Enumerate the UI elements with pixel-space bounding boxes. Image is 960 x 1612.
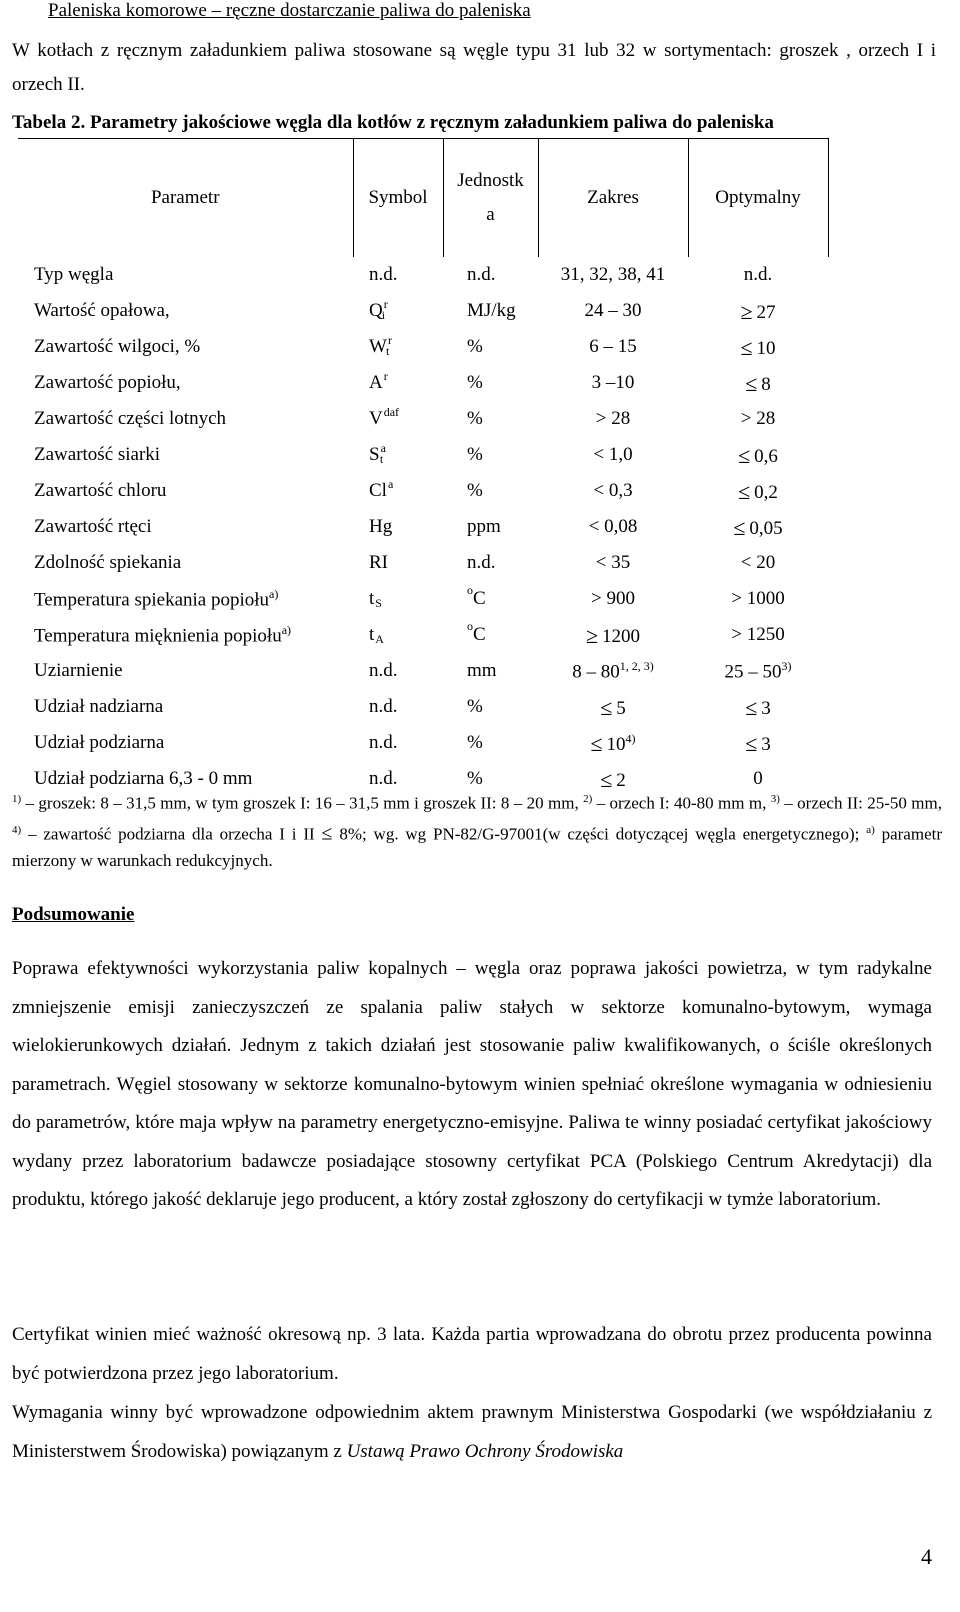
range-relation: ≤: [590, 731, 603, 756]
optimal-value: < 20: [740, 552, 776, 573]
cell-parameter: [18, 689, 353, 725]
footnote-marker-2: 2): [583, 793, 593, 805]
footnote-marker-4: 4): [12, 823, 22, 836]
cell-range: [538, 329, 688, 365]
cell-symbol: [353, 365, 443, 401]
range-value: 5: [616, 698, 626, 719]
degree-ring: o: [467, 619, 473, 633]
cell-parameter: [18, 437, 353, 473]
optimal-relation: ≤: [738, 479, 751, 504]
symbol-base: n.d.: [369, 660, 398, 681]
cell-unit: [443, 293, 538, 329]
cell-parameter: [18, 329, 353, 365]
cell-optimal: [688, 437, 828, 473]
optimal-value: > 1250: [731, 624, 785, 645]
table-row: [18, 473, 828, 509]
optimal-value: n.d.: [743, 264, 773, 285]
range-value: < 1,0: [593, 444, 633, 465]
summary-title: Podsumowanie: [12, 904, 135, 925]
cell-range: [538, 581, 688, 617]
cell-unit: [443, 257, 538, 293]
cell-symbol: [353, 617, 443, 653]
cell-unit: [443, 437, 538, 473]
unit-text: %: [467, 336, 483, 357]
intro-paragraph: W kotłach z ręcznym załadunkiem paliwa stosowane są węgle typu 31 lub 32 w sortymentach: groszek , orzech I i orzech II.: [12, 40, 936, 95]
unit-text: %: [467, 696, 483, 717]
optimal-value: 0: [753, 768, 763, 789]
symbol-base: Q: [369, 300, 383, 321]
header-jednostka: [443, 139, 538, 258]
symbol-superscript: daf: [383, 405, 400, 419]
optimal-relation: ≤: [738, 443, 751, 468]
range-value: > 900: [591, 588, 635, 609]
cell-unit: [443, 329, 538, 365]
paragraph-3-italic: Ustawą Prawo Ochrony Środowiska: [346, 1440, 624, 1462]
cell-parameter: [18, 401, 353, 437]
symbol-superscript: r: [383, 297, 388, 311]
symbol-subscript: i: [381, 308, 386, 322]
cell-range: [538, 293, 688, 329]
range-value: < 35: [595, 552, 631, 573]
range-value: 6 – 15: [589, 336, 637, 357]
cell-range: [538, 509, 688, 545]
table-row: [18, 725, 828, 761]
unit-text: MJ/kg: [467, 300, 516, 321]
unit-text: %: [467, 480, 483, 501]
parameter-name: Zawartość części lotnych: [34, 408, 227, 429]
table-row: [18, 545, 828, 581]
cell-symbol: [353, 257, 443, 293]
symbol-base: V: [369, 408, 383, 429]
range-relation: ≤: [600, 695, 613, 720]
cell-parameter: [18, 617, 353, 653]
cell-parameter: [18, 257, 353, 293]
cell-parameter: [18, 653, 353, 689]
parameters-table: [18, 138, 829, 797]
unit-text: mm: [467, 660, 497, 681]
header-parametr: Parametr: [18, 139, 353, 258]
footnote-marker-a: a): [866, 823, 875, 836]
footnote-text-5: 8%; wg. wg PN-82/G-97001(w części dotyczącej węgla energetycznego);: [332, 824, 867, 844]
optimal-relation: ≥: [740, 299, 753, 324]
cell-symbol: [353, 437, 443, 473]
cell-symbol: [353, 473, 443, 509]
symbol-subscript: A: [375, 632, 384, 646]
parameter-footnote: a): [269, 586, 279, 601]
header-optymalny: Optymalny: [688, 139, 828, 258]
symbol-superscript: r: [383, 369, 388, 383]
cell-symbol: [353, 329, 443, 365]
cell-parameter: [18, 509, 353, 545]
optimal-value: 3: [761, 698, 771, 719]
table-row: [18, 617, 828, 653]
header-jednostka-line1: Jednostk: [457, 170, 524, 191]
footnote-marker-1: 1): [12, 793, 22, 805]
cell-optimal: [688, 653, 828, 689]
footnote-relation: ≤: [321, 822, 333, 845]
range-value: > 28: [595, 408, 631, 429]
parameter-name: Typ węgla: [34, 264, 114, 285]
unit-text: %: [467, 732, 483, 753]
optimal-relation: ≤: [740, 335, 753, 360]
parameter-name: Temperatura mięknienia popiołu: [34, 625, 282, 647]
optimal-value: 25 – 50: [724, 661, 782, 683]
optimal-footnote: 3): [781, 658, 792, 673]
cell-parameter: [18, 365, 353, 401]
cell-unit: [443, 725, 538, 761]
cell-optimal: [688, 329, 828, 365]
cell-unit: [443, 473, 538, 509]
page-number: 4: [921, 1544, 932, 1569]
cell-optimal: [688, 509, 828, 545]
table-row: [18, 257, 828, 293]
symbol-superscript: r: [387, 333, 392, 347]
cell-optimal: [688, 473, 828, 509]
header-symbol: Symbol: [353, 139, 443, 258]
summary-paragraph-1: Poprawa efektywności wykorzystania paliw kopalnych – węgla oraz poprawa jakości powietrza, w tym radykalne zmniejszenie emisji zanieczyszczeń ze spalania paliw stałych w sektorze komunalno-bytowym, wymaga wielokierunkowych działań. Jednym z takich działań jest stosowanie paliw kwalifikowanych, o ściśle określonych parametrach. Węgiel stosowany w sektorze komunalno-bytowym winien spełniać określone wymagania w odniesieniu do parametrów, które maja wpływ na parametry energetyczno-emisyjne. Paliwa te winny posiadać certyfikat jakościowy wydany przez laboratorium badawcze posiadające stosowny certyfikat PCA (Polskiego Centrum Akredytacji) dla produktu, którego jakość deklaruje jego producent, a który został zgłoszony do certyfikacji w tymże laboratorium.: [12, 958, 932, 1210]
table-row: [18, 689, 828, 725]
cell-range: [538, 725, 688, 761]
range-value: 24 – 30: [584, 300, 642, 321]
range-value: 31, 32, 38, 41: [560, 264, 666, 285]
symbol-base: Cl: [369, 480, 387, 501]
symbol-subscript: t: [379, 452, 384, 466]
parameter-name: Temperatura spiekania popiołu: [34, 589, 270, 611]
unit-text: %: [467, 444, 483, 465]
range-relation: ≥: [585, 623, 599, 648]
cell-symbol: [353, 725, 443, 761]
symbol-subscript: t: [385, 344, 390, 358]
parameter-name: Zawartość chloru: [34, 480, 167, 501]
cell-symbol: [353, 509, 443, 545]
cell-unit: [443, 365, 538, 401]
table-footnote: [12, 786, 942, 874]
cell-symbol: [353, 401, 443, 437]
cell-parameter: [18, 581, 353, 617]
cell-parameter: [18, 473, 353, 509]
section-heading: Paleniska komorowe – ręczne dostarczanie paliwa do paleniska: [48, 0, 531, 21]
footnote-text-4: – zawartość podziarna dla orzecha I i II: [21, 824, 322, 844]
range-value: < 0,08: [588, 516, 638, 537]
cell-optimal: [688, 581, 828, 617]
cell-range: [538, 365, 688, 401]
parameter-name: Zdolność spiekania: [34, 552, 182, 573]
table-row: [18, 581, 828, 617]
symbol-base: RI: [369, 552, 388, 573]
optimal-value: 10: [756, 338, 776, 359]
cell-optimal: [688, 257, 828, 293]
table-row: [18, 293, 828, 329]
unit-text: %: [467, 372, 483, 393]
range-footnote: 4): [625, 731, 636, 746]
cell-symbol: [353, 581, 443, 617]
cell-optimal: [688, 293, 828, 329]
optimal-relation: ≤: [745, 731, 758, 756]
cell-range: [538, 689, 688, 725]
footnote-text-1: – groszek: 8 – 31,5 mm, w tym groszek I: 16 – 31,5 mm i groszek II: 8 – 20 mm,: [21, 793, 584, 813]
unit-text: n.d.: [467, 264, 496, 285]
cell-range: [538, 257, 688, 293]
symbol-base: n.d.: [369, 732, 398, 753]
cell-unit: [443, 545, 538, 581]
symbol-base: Hg: [369, 516, 393, 537]
unit-text: ppm: [467, 516, 501, 537]
table-row: [18, 653, 828, 689]
unit-text: n.d.: [467, 552, 496, 573]
symbol-base: S: [369, 444, 380, 465]
cell-optimal: [688, 725, 828, 761]
symbol-superscript: a: [387, 477, 394, 491]
parameter-name: Udział podziarna: [34, 732, 165, 753]
cell-parameter: [18, 293, 353, 329]
cell-unit: [443, 509, 538, 545]
cell-optimal: [688, 365, 828, 401]
summary-paragraph-3: [12, 1394, 932, 1471]
cell-range: [538, 545, 688, 581]
symbol-subscript: S: [375, 596, 382, 610]
symbol-superscript: a: [380, 441, 386, 455]
parameter-name: Zawartość rtęci: [34, 516, 152, 537]
cell-unit: [443, 581, 538, 617]
symbol-base: n.d.: [369, 264, 398, 285]
parameter-footnote: a): [281, 622, 292, 637]
cell-unit: [443, 653, 538, 689]
cell-optimal: [688, 401, 828, 437]
range-footnote: 1, 2, 3): [619, 658, 654, 673]
table-row: [18, 509, 828, 545]
optimal-value: > 1000: [731, 588, 785, 609]
symbol-base: A: [369, 372, 383, 393]
parameter-name: Zawartość wilgoci, %: [34, 336, 201, 357]
symbol-base: n.d.: [369, 696, 398, 717]
optimal-relation: ≤: [745, 371, 758, 396]
footnote-marker-3: 3): [770, 793, 780, 805]
optimal-value: 8: [761, 374, 771, 395]
optimal-value: 27: [756, 302, 776, 323]
table-header-row: [18, 139, 828, 258]
cell-optimal: [688, 617, 828, 653]
cell-optimal: [688, 689, 828, 725]
cell-range: [538, 401, 688, 437]
cell-unit: [443, 617, 538, 653]
range-relation: ≤: [600, 767, 613, 792]
footnote-text-6: parametr mierzony w warunkach redukcyjnych.: [12, 824, 943, 871]
cell-symbol: [353, 545, 443, 581]
table-row: [18, 329, 828, 365]
cell-symbol: [353, 653, 443, 689]
footnote-text-3: – orzech II: 25-50 mm,: [779, 793, 942, 813]
cell-range: [538, 473, 688, 509]
footnote-text-2: – orzech I: 40-80 mm m,: [592, 793, 771, 813]
parameter-name: Zawartość siarki: [34, 444, 161, 465]
parameter-name: Uziarnienie: [34, 660, 123, 681]
symbol-base: n.d.: [369, 768, 398, 789]
unit-text: %: [467, 408, 483, 429]
range-value: < 0,3: [593, 480, 633, 501]
cell-unit: [443, 401, 538, 437]
range-value: 8 – 80: [572, 661, 620, 683]
optimal-relation: ≤: [733, 515, 746, 540]
optimal-value: 0,6: [754, 446, 778, 467]
cell-symbol: [353, 293, 443, 329]
symbol-base: t: [369, 624, 375, 645]
symbol-base: t: [369, 588, 375, 609]
cell-range: [538, 437, 688, 473]
cell-parameter: [18, 545, 353, 581]
optimal-relation: ≤: [745, 695, 758, 720]
unit-text: %: [467, 768, 483, 789]
range-value: 2: [616, 770, 626, 791]
range-value: 1200: [602, 626, 641, 647]
symbol-base: W: [369, 336, 387, 357]
cell-range: [538, 617, 688, 653]
parameter-name: Udział podziarna 6,3 - 0 mm: [34, 768, 253, 789]
cell-symbol: [353, 689, 443, 725]
table-row: [18, 401, 828, 437]
cell-range: [538, 653, 688, 689]
cell-optimal: [688, 545, 828, 581]
parameter-name: Wartość opałowa,: [34, 300, 170, 321]
summary-paragraph-2: Certyfikat winien mieć ważność okresową np. 3 lata. Każda partia wprowadzana do obrotu przez producenta powinna być potwierdzona przez jego laboratorium.: [12, 1324, 932, 1384]
degree-ring: o: [467, 583, 473, 597]
table-caption: Tabela 2. Parametry jakościowe węgla dla kotłów z ręcznym załadunkiem paliwa do paleniska: [12, 112, 774, 133]
unit-text: C: [473, 588, 486, 609]
table-row: [18, 437, 828, 473]
parameter-name: Udział nadziarna: [34, 696, 164, 717]
optimal-value: 3: [761, 734, 771, 755]
unit-text: C: [473, 624, 486, 645]
paragraph-3-text: Wymagania winny być wprowadzone odpowiednim aktem prawnym Ministerstwa Gospodarki (we współdziałaniu z Ministerstwem Środowiska) powiązanym z: [12, 1402, 932, 1462]
header-jednostka-line2: a: [486, 204, 495, 225]
optimal-value: 0,05: [749, 518, 783, 539]
optimal-value: 0,2: [754, 482, 778, 503]
table-row: [18, 365, 828, 401]
header-zakres: Zakres: [538, 139, 688, 258]
cell-unit: [443, 689, 538, 725]
cell-parameter: [18, 725, 353, 761]
optimal-value: > 28: [740, 408, 776, 429]
parameter-name: Zawartość popiołu,: [34, 372, 181, 393]
range-value: 10: [606, 734, 626, 755]
range-value: 3 –10: [591, 372, 635, 393]
